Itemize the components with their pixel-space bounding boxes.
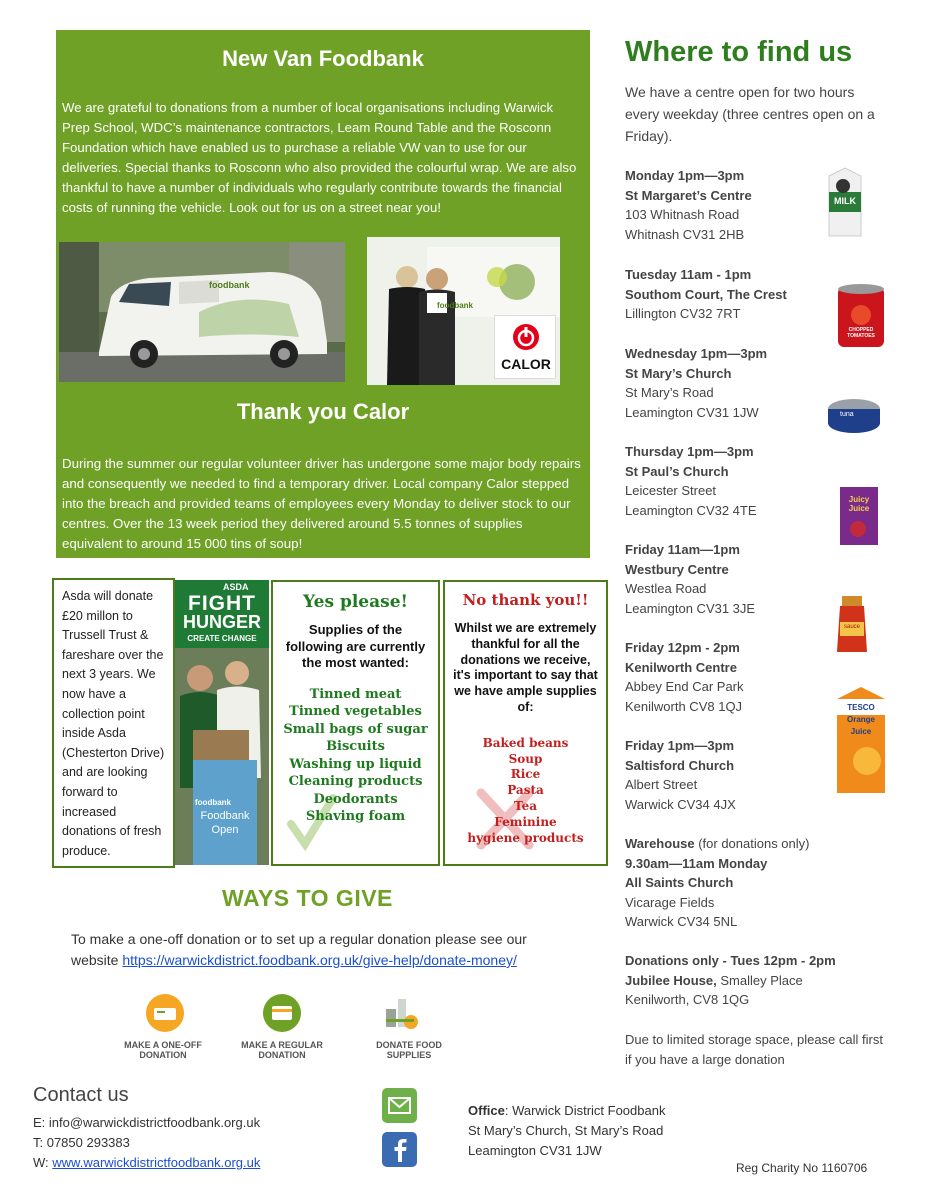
email-icon[interactable] (382, 1088, 417, 1123)
tomatoes-can-image (836, 283, 886, 351)
charity-number: Reg Charity No 1160706 (736, 1161, 868, 1175)
location-wednesday (625, 344, 825, 422)
van-photo (59, 242, 345, 382)
find-intro: We have a centre open for two hours every weekday (three centres open on a Friday). (625, 84, 875, 144)
give-text-block (71, 929, 551, 971)
warehouse-note: (for donations only) (694, 836, 810, 851)
sauce-label: sauce (843, 624, 860, 630)
loc-name: Westbury Centre (625, 561, 729, 577)
one-off-label[interactable]: MAKE A ONE-OFF DONATION (124, 1040, 202, 1060)
loc-name: St Paul’s Church (625, 463, 729, 479)
loc-line: St Mary’s Road (625, 385, 714, 400)
calor-title: Thank you Calor (236, 399, 410, 424)
tomatoes-label: CHOPPED TOMATOES (847, 327, 875, 339)
calor-body: During the summer our regular volunteer driver has undergone some major body repairs and consequently we needed to find a temporary driver. Local company Calor stepped into the breach and provided teams of employees every Monday to deliver stock to our centres. Over the 13 week period they delivered around 5.5 tonnes of supplies equivalent to around 15 000 tins of soup! (62, 456, 581, 551)
loc-line: Abbey End Car Park (625, 679, 744, 694)
no-item: Feminine hygiene products (467, 814, 584, 845)
food-supplies-icon (380, 993, 420, 1033)
find-title: Where to find us (625, 36, 853, 68)
no-item: Tea (514, 798, 537, 813)
yes-intro: Supplies of the following are currently the most wanted: (285, 622, 426, 670)
no-item: Baked beans (482, 735, 569, 750)
yes-title: Yes please! (303, 592, 408, 612)
ways-to-give-title: WAYS TO GIVE (222, 885, 393, 911)
yes-item: Tinned vegetables (289, 704, 422, 719)
loc-line: Vicarage Fields (625, 894, 715, 910)
warehouse-label: Warehouse (625, 836, 695, 851)
no-item: Pasta (507, 783, 544, 798)
yes-list (273, 686, 438, 826)
juice-label: Juicy Juice (848, 495, 870, 513)
fight-hunger-logo (175, 580, 269, 648)
no-list (445, 736, 606, 847)
tuna-label: tuna (840, 411, 854, 418)
loc-time: Friday 11am—1pm (625, 542, 740, 557)
office-line1: St Mary’s Church, St Mary’s Road (468, 1123, 664, 1138)
where-to-find-us (625, 36, 910, 147)
calor-logo-text: CALOR (501, 356, 551, 372)
yes-item: Cleaning products (288, 774, 423, 789)
orange-juice-label: TESCO Orange Juice (846, 703, 875, 736)
people-brand-text: foodbank (437, 301, 473, 310)
van-title: New Van Foodbank (222, 46, 424, 71)
regular-label[interactable]: MAKE A REGULAR DONATION (241, 1040, 323, 1060)
donate-link[interactable]: https://warwickdistrict.foodbank.org.uk/give-help/donate-money/ (122, 952, 517, 968)
loc-line: Lillington CV32 7RT (625, 306, 741, 321)
milk-carton-image (825, 166, 865, 238)
van-body: We are grateful to donations from a number of local organisations including Warwick Prep School, WDC’s maintenance contractors, Leam Round Table and the Rosconn Foundation which have enabled us to purchase a reliable VW van to use for our deliveries. Special thanks to Rosconn who also provided the colourful wrap. We are also thankful to have a number of individuals who regularly contribute towards the financial costs of running the vehicle. Look out for us on a street near you! (62, 100, 577, 215)
location-monday (625, 166, 825, 244)
loc-time: Tuesday 11am - 1pm (625, 267, 752, 282)
yes-please-box (271, 580, 440, 866)
loc-name: St Mary’s Church (625, 365, 732, 381)
loc-name: Kenilworth Centre (625, 659, 737, 675)
calor-photo (367, 237, 560, 385)
web-prefix: W: (33, 1155, 53, 1170)
milk-label: MILK (834, 196, 856, 206)
contact-email[interactable]: E: info@warwickdistrictfoodbank.org.uk (33, 1115, 261, 1130)
van-brand-text: foodbank (209, 280, 250, 290)
loc-time: Thursday 1pm—3pm (625, 444, 754, 459)
loc-time: Friday 12pm - 2pm (625, 640, 740, 655)
loc-line: Westlea Road (625, 581, 707, 596)
warehouse-name: All Saints Church (625, 875, 734, 890)
regular-donation-icon (262, 993, 302, 1033)
give-text: To make a one-off donation or to set up a regular donation please see our website (71, 931, 527, 968)
office-address (468, 1101, 665, 1161)
donations-name: Jubilee House, (625, 972, 717, 988)
loc-line: Warwick CV34 4JX (625, 796, 736, 812)
location-friday-kenilworth (625, 638, 825, 716)
loc-time: Wednesday 1pm—3pm (625, 346, 768, 361)
loc-name: Saltisford Church (625, 757, 735, 773)
no-item: Soup (508, 751, 543, 766)
juice-box-image (838, 483, 880, 547)
yes-item: Deodorants (313, 791, 398, 807)
sauce-jar-image (834, 594, 870, 654)
calor-logo (494, 315, 556, 379)
loc-line: Leamington CV31 1JW (625, 404, 759, 420)
no-title: No thank you!! (462, 591, 589, 609)
facebook-icon[interactable] (382, 1132, 417, 1167)
contact-title: Contact us (33, 1084, 129, 1106)
storage-note: Due to limited storage space, please call first if you have a large donation (625, 1032, 883, 1067)
yes-item: Tinned meat (309, 686, 402, 702)
asda-text: Asda will donate £20 millon to Trussell Trust & fareshare over the next 3 years. We now have a collection point inside Asda (Chesterton Drive) and are looking forward to increased donations of fresh produce. (62, 589, 165, 858)
location-warehouse (625, 834, 865, 932)
hunger-text: HUNGER (182, 612, 261, 632)
loc-name: Southom Court, The Crest (625, 286, 787, 302)
loc-line: Kenilworth CV8 1QJ (625, 698, 743, 714)
one-off-donation-icon (145, 993, 185, 1033)
create-change-text: CREATE CHANGE (187, 634, 257, 643)
loc-time: Friday 1pm—3pm (625, 738, 735, 753)
location-donations (625, 951, 875, 1010)
location-friday-westbury (625, 540, 825, 618)
fight-text: FIGHT (188, 592, 256, 615)
loc-line: Whitnash CV31 2HB (625, 226, 745, 242)
yes-item: Washing up liquid (289, 756, 422, 772)
loc-line: Albert Street (625, 777, 698, 792)
loc-line: Leamington CV32 4TE (625, 502, 757, 518)
no-thank-you-box (443, 580, 608, 866)
location-friday-saltisford (625, 736, 825, 814)
office-row (468, 1101, 665, 1121)
asda-photo (175, 580, 269, 865)
yes-item: Biscuits (326, 739, 385, 754)
location-thursday (625, 442, 825, 520)
loc-time: Monday 1pm—3pm (625, 168, 745, 183)
loc-line: Warwick CV34 5NL (625, 914, 738, 929)
loc-line: Leicester Street (625, 483, 717, 498)
office-line2: Leamington CV31 1JW (468, 1143, 602, 1158)
office-name: : Warwick District Foodbank (504, 1103, 666, 1118)
no-item: Rice (510, 767, 541, 782)
contact-details (33, 1113, 260, 1173)
yes-item: Small bags of sugar (283, 721, 428, 737)
loc-name: St Margaret’s Centre (625, 187, 752, 203)
office-label: Office (468, 1103, 505, 1118)
sign-line1: Foodbank (200, 810, 250, 822)
loc-line: 103 Whitnash Road (625, 207, 740, 222)
location-tuesday (625, 265, 835, 324)
warehouse-time: 9.30am—11am Monday (625, 855, 768, 871)
asda-logo-text: ASDA (223, 582, 249, 592)
sign-brand-text: foodbank (195, 798, 231, 807)
donations-time: Donations only - Tues 12pm - 2pm (625, 953, 836, 968)
donations-rest: Smalley Place (716, 972, 803, 988)
loc-line: Leamington CV31 3JE (625, 600, 756, 616)
website-link[interactable]: www.warwickdistrictfoodbank.org.uk (52, 1155, 261, 1170)
yes-item: Shaving foam (305, 809, 406, 824)
contact-phone[interactable]: T: 07850 293383 (33, 1135, 130, 1150)
donations-line: Kenilworth, CV8 1QG (625, 992, 750, 1007)
asda-box (52, 578, 175, 868)
contact-web-row (33, 1153, 260, 1173)
orange-juice-image (831, 685, 891, 795)
van-article (56, 30, 590, 558)
sign-line2: Open (211, 824, 239, 836)
no-intro: Whilst we are extremely thankful for all the donations we receive, it's important to say that we have ample supplies of: (453, 621, 598, 714)
food-supplies-label[interactable]: DONATE FOOD SUPPLIES (376, 1040, 442, 1060)
tuna-can-image (826, 395, 882, 435)
calor-flame-icon (511, 322, 541, 352)
